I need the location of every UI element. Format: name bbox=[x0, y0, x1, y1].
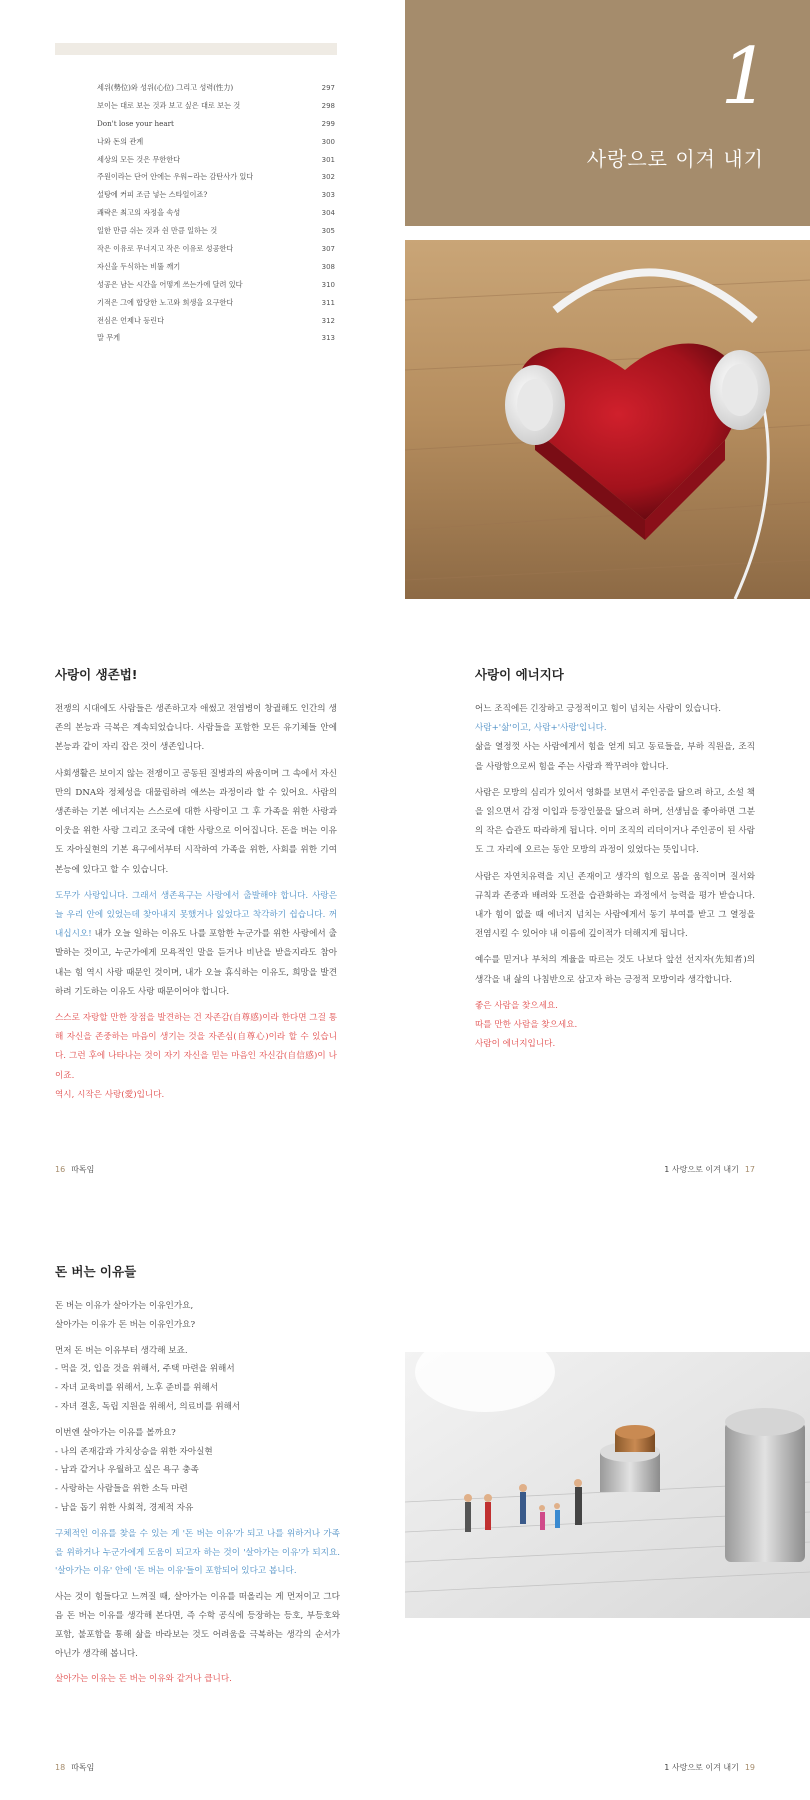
paragraph-text: 삶을 열정껏 사는 사람에게서 힘을 얻게 되고 동료들을, 부하 직원을, 조직을 사랑함으로써 힘을 주는 사람과 짝꾸려야 합니다. bbox=[475, 742, 755, 772]
paragraph bbox=[55, 1424, 340, 1518]
toc-item-page: 307 bbox=[321, 244, 335, 253]
paragraph: 사는 것이 힘들다고 느껴질 때, 살아가는 이유를 떠올리는 게 먼저이고 그다음 돈 버는 이유를 생각해 본다면, 즉 수학 공식에 등장하는 등호, 부등호와 포함, 불포함을 통해 삶을 바라보는 것도 어려움을 극복하는 생각의 순서가 아닌가 생각해 봅니다. bbox=[55, 1592, 340, 1659]
section2-body bbox=[475, 700, 755, 1061]
paragraph-red: 살아가는 이유는 돈 버는 이유와 같거나 큽니다. bbox=[55, 1674, 232, 1685]
section-title-money: 돈 버는 이유들 bbox=[55, 1264, 137, 1279]
question-line: 살아가는 이유가 돈 버는 이유인가요? bbox=[55, 1319, 196, 1330]
toc-item-page: 303 bbox=[321, 191, 335, 200]
paragraph-red bbox=[55, 1009, 337, 1105]
list-item: - 남과 같거나 우월하고 싶은 욕구 충족 bbox=[55, 1465, 199, 1476]
section-title-survival: 사랑이 생존법! bbox=[55, 667, 138, 682]
paragraph-text: 어느 조직에든 긴장하고 긍정적이고 힘이 넘치는 사람이 있습니다. bbox=[475, 704, 721, 714]
toc-item-title: 일한 만큼 쉬는 것과 쉰 만큼 일하는 것 bbox=[97, 226, 218, 236]
toc-item-page: 308 bbox=[321, 262, 335, 271]
page-number: 18 bbox=[55, 1763, 66, 1772]
paragraph bbox=[55, 887, 337, 1002]
toc-item-title: 작은 이유로 무너지고 작은 이유로 성공한다 bbox=[97, 243, 234, 253]
paragraph-blue: 구체적인 이유를 찾을 수 있는 게 '돈 버는 이유'가 되고 나를 위하거나 가족을 위하거나 누군가에게 도움이 되고자 하는 것이 '살아가는 이유'가 되지요. '살아가는 이유' 안에 '돈 버는 이유'들이 포함되어 있다고 봅니다. bbox=[55, 1528, 340, 1577]
paragraph: 사람은 모방의 심리가 있어서 영화를 보면서 주인공을 닮으려 하고, 소설 책을 읽으면서 감정 이입과 등장인물을 닮으려 하며, 선생님을 좋아하면 그분의 작은 습관도 따라하게 됩니다. 이미 조직의 리더이거나 주인공이 된 사람도 그 자리에 오르는 동안 모방의 과정이 있었다는 뜻입니다. bbox=[475, 787, 755, 856]
toc-item-title: 보이는 대로 보는 것과 보고 싶은 대로 보는 것 bbox=[97, 100, 241, 110]
paragraph-text: 내가 오늘 일하는 이유도 나를 포함한 누군가를 위한 사랑에서 출발하는 것이고, 누군가에게 모욕적인 말을 듣거나 비난을 받을지라도 참아 내는 힘 역시 사랑 때문인 것이며, 내가 오늘 휴식하는 이유도, 희망을 발견하려 기도하는 이유도 사랑 때문이어야 합니다. bbox=[55, 929, 337, 997]
list-intro: 이번엔 살아가는 이유를 볼까요? bbox=[55, 1427, 176, 1438]
chapter-title: 사랑으로 이겨 내기 bbox=[586, 147, 764, 171]
list-item: - 먹을 것, 입을 것을 위해서, 주택 마련을 위해서 bbox=[55, 1364, 235, 1375]
paragraph-red bbox=[475, 997, 755, 1055]
toc-item bbox=[97, 97, 335, 115]
toc-item bbox=[97, 186, 335, 204]
toc-item bbox=[97, 133, 335, 151]
toc-item-title: 쾌락은 최고의 자정을 속성 bbox=[97, 208, 181, 218]
toc-item bbox=[97, 115, 335, 133]
heart-headphones-photo bbox=[405, 240, 810, 599]
toc-item-title: 성공은 남는 시간을 어떻게 쓰는가에 달려 있다 bbox=[97, 279, 243, 289]
toc-item bbox=[97, 151, 335, 169]
toc-item-page: 302 bbox=[321, 173, 335, 182]
paragraph: 사람은 자연치유력을 지닌 존재이고 생각의 힘으로 몸을 움직이며 질서와 규칙과 존중과 배려와 도전을 습관화하는 과정에서 능력을 평가 받습니다. 내가 힘이 없을 때 에너지 넘치는 사람에게서 동기 부여를 받고 그 열정을 전염시킬 수 있어야 내 이름에 깊이적가 더해지게 됩니다. bbox=[475, 871, 755, 940]
list-item: - 자녀 결혼, 독립 지원을 위해서, 의료비를 위해서 bbox=[55, 1401, 241, 1412]
paragraph bbox=[55, 1297, 340, 1335]
highlight-red-end: 역시, 시작은 사랑(愛)입니다. bbox=[55, 1089, 165, 1100]
toc-item bbox=[97, 276, 335, 294]
paragraph: 전쟁의 시대에도 사람들은 생존하고자 애썼고 전염병이 창궐해도 인간의 생존의 본능과 극복은 계속되었습니다. 사람들을 포함한 모든 유기체들 안에 본능과 같이 자리 잡은 것이 생존입니다. bbox=[55, 704, 337, 753]
list-item: - 사랑하는 사람들을 위한 소득 마련 bbox=[55, 1484, 188, 1495]
page-folio-right bbox=[664, 1164, 755, 1175]
toc-item-page: 311 bbox=[321, 298, 335, 307]
section-title-energy: 사랑이 에너지다 bbox=[475, 667, 564, 682]
toc-item-page: 300 bbox=[321, 137, 335, 146]
toc-item bbox=[97, 294, 335, 312]
highlight-blue: 도무가 사랑입니다. 그래서 생존욕구는 사랑에서 출발해야 합니다. 사랑은 늘 우리 안에 있었는데 찾아내지 못했거나 잃었다고 착각하기 쉽습니다. 꺼내십시오! bbox=[55, 890, 337, 940]
toc-item-title: 전심은 언제나 등린다 bbox=[97, 315, 165, 325]
toc-item-page: 310 bbox=[321, 280, 335, 289]
toc-item-page: 304 bbox=[321, 209, 335, 218]
toc-item bbox=[97, 168, 335, 186]
list-item: - 나의 존재감과 가치상승을 위한 자아실현 bbox=[55, 1446, 213, 1457]
chapter-running-head: 1 사랑으로 이겨 내기 bbox=[664, 1165, 739, 1174]
highlight-red: 스스로 자랑할 만한 장점을 발견하는 건 자존감(自尊感)이라 한다면 그걸 통해 자신을 존중하는 마음이 생기는 것을 자존심(自尊心)이라 할 수 있습니다. 그런 후에 나타나는 것이 자기 자신을 믿는 마음인 자신감(自信感)이 나이죠. bbox=[55, 1013, 337, 1081]
toc-item-title: 세위(勢位)와 성위(心位) 그리고 성력(性力) bbox=[97, 82, 234, 92]
toc-item-title: 나와 돈의 관계 bbox=[97, 136, 144, 146]
toc-item bbox=[97, 222, 335, 240]
toc-item-page: 301 bbox=[321, 155, 335, 164]
page-folio-right bbox=[664, 1762, 755, 1773]
highlight-red: 사람이 에너지입니다. bbox=[475, 1039, 556, 1050]
toc-item bbox=[97, 79, 335, 97]
highlight-blue: 사람+'삶'이고, 사람+'사랑'입니다. bbox=[475, 723, 607, 734]
toc-item-title: 주원이라는 단어 안에는 우워~라는 감탄사가 있다 bbox=[97, 172, 254, 182]
section1-body bbox=[55, 700, 337, 1112]
paragraph bbox=[475, 700, 755, 777]
toc-item-title: 설탕에 커피 조금 넣는 스타일이죠? bbox=[97, 190, 208, 200]
toc-item-page: 297 bbox=[321, 83, 335, 92]
toc-item-title: 세상의 모든 것은 무한한다 bbox=[97, 154, 181, 164]
chapter-number: 1 bbox=[720, 32, 770, 122]
chapter-running-head: 1 사랑으로 이겨 내기 bbox=[664, 1763, 739, 1772]
chapter-header bbox=[405, 0, 810, 226]
toc-header-bar bbox=[55, 43, 337, 55]
toc-item bbox=[97, 204, 335, 222]
toc-item bbox=[97, 312, 335, 330]
paragraph bbox=[55, 1342, 340, 1417]
page-folio-left bbox=[55, 1762, 94, 1773]
toc-item-title: 자신을 두식하는 비뚤 깨기 bbox=[97, 261, 181, 271]
question-line: 돈 버는 이유가 살아가는 이유인가요, bbox=[55, 1301, 194, 1311]
toc-item-title: 기적은 그에 합당한 노고와 희생을 요구한다 bbox=[97, 297, 234, 307]
page-folio-left bbox=[55, 1164, 94, 1175]
toc-item bbox=[97, 329, 335, 347]
table-of-contents bbox=[97, 79, 335, 347]
list-item: - 자녀 교육비를 위해서, 노후 준비를 위해서 bbox=[55, 1383, 219, 1394]
paragraph: 예수를 믿거나 부처의 계율을 따르는 것도 나보다 앞선 선지자(先知者)의 생각을 내 삶의 나침반으로 삼고자 하는 긍정적 모방이라 생각합니다. bbox=[475, 955, 755, 985]
page-number: 19 bbox=[744, 1763, 755, 1772]
book-title: 따독임 bbox=[71, 1763, 95, 1772]
toc-item bbox=[97, 240, 335, 258]
book-title: 따독임 bbox=[71, 1165, 95, 1174]
toc-item-page: 312 bbox=[321, 316, 335, 325]
toc-item-page: 305 bbox=[321, 227, 335, 236]
highlight-red: 좋은 사람을 찾으세요. bbox=[475, 1000, 558, 1011]
list-item: - 남을 돕기 위한 사회적, 경제적 자유 bbox=[55, 1502, 194, 1513]
toc-item-page: 298 bbox=[321, 101, 335, 110]
toc-item bbox=[97, 258, 335, 276]
toc-item-page: 299 bbox=[321, 119, 335, 128]
paragraph: 사회생활은 보이지 않는 전쟁이고 공동된 질병과의 싸움이며 그 속에서 자신만의 DNA와 정체성을 대물림하려 애쓰는 과정이라 할 수 있어요. 사람의 생존하는 기본 에너지는 스스로에 대한 사랑이고 그 후 가족을 위한 사랑과 이웃을 위한 사랑 그리고 조국에 대한 사랑으로 이어집니다. 돈을 버는 이유도 자아실현의 기본 욕구에서부터 시작하여 가족을 위한, 사회를 위한 기여본능에 있다고 할 수 있습니다. bbox=[55, 768, 337, 875]
section3-body bbox=[55, 1297, 340, 1696]
toc-item-title: Don't lose your heart bbox=[97, 119, 174, 129]
highlight-red: 따를 만한 사람을 찾으세요. bbox=[475, 1020, 578, 1031]
toc-item-title: 말 무게 bbox=[97, 333, 121, 343]
page-number: 16 bbox=[55, 1165, 66, 1174]
page-number: 17 bbox=[744, 1165, 755, 1174]
toc-item-page: 313 bbox=[321, 334, 335, 343]
coins-figurines-photo bbox=[405, 1352, 810, 1618]
list-intro: 먼저 돈 버는 이유부터 생각해 보죠. bbox=[55, 1345, 188, 1356]
